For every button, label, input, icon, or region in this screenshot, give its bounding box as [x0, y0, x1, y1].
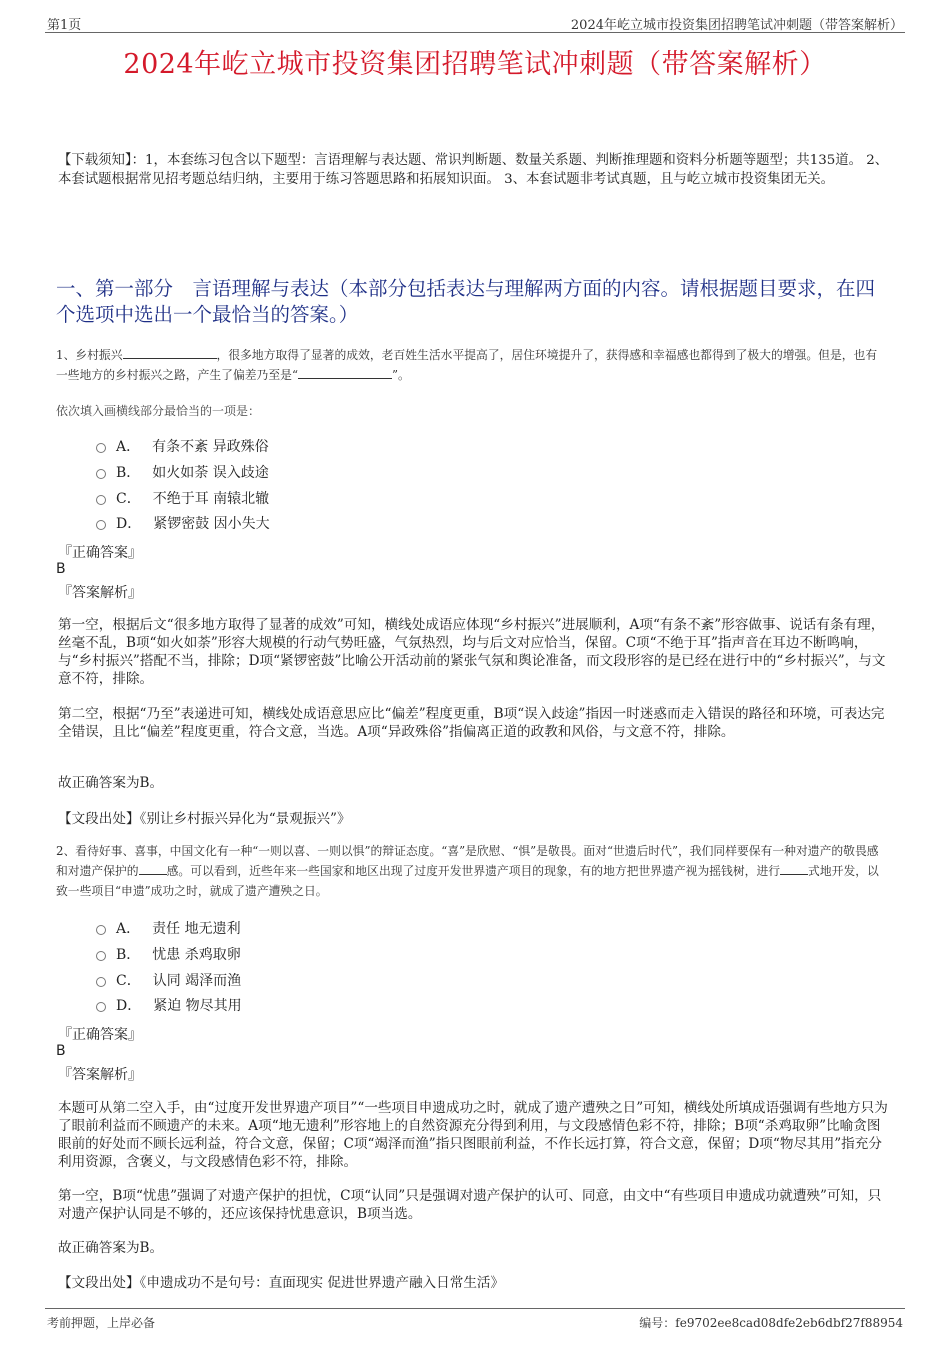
q1-analysis-paragraph-1: 第一空，根据后文“很多地方取得了显著的成效”可知，横线处成语应体现“乡村振兴”进展顺利，A项“有条不紊”形容做事、说话有条有理，丝毫不乱，B项“如火如荼”形容大规模的行动气势旺盛，气氛热烈，均与后文对应恰当，保留。C项“不绝于耳”指声音在耳边不断鸣响，与“乡村振兴”搭配不当，排除；D项“紧锣密鼓”比喻公开活动前的紧张气氛和舆论准备，而文段形容的是已经在进行中的“乡村振兴”，与文意不符，排除。 — [58, 617, 886, 687]
q2-correct-answer-label: 『正确答案』 — [58, 1027, 142, 1043]
option-text: 责任 地无遗利 — [152, 921, 241, 937]
q2-text-part-c: 式地开发，以致一些项目“申遗”成功之时，就成了遗产遭殃之日。 — [56, 864, 879, 898]
document-title: 2024年屹立城市投资集团招聘笔试冲刺题（带答案解析） — [123, 49, 827, 80]
question-2-stem — [56, 841, 888, 901]
q1-analysis-paragraph-2: 第二空，根据“乃至”表递进可知，横线处成语意思应比“偏差”程度更重，B项“误入歧途”指因一时迷惑而走入错误的路径和环境，可表达完全错误，且比“偏差”程度更重，符合文意，当选。A项“异政殊俗”指偏离正道的政教和风俗，与文意不符，排除。 — [58, 706, 885, 740]
option-text: 认同 竭泽而渔 — [152, 973, 242, 989]
option-letter: A． — [116, 921, 141, 937]
option-letter: B． — [116, 947, 141, 963]
q1-answer: B — [56, 561, 66, 577]
q2-blank-2 — [780, 863, 808, 875]
question-1-stem — [56, 345, 888, 385]
option-letter: B． — [116, 465, 141, 481]
radio-icon[interactable] — [96, 495, 106, 505]
q1-option-d[interactable] — [96, 513, 270, 533]
option-letter: C． — [116, 973, 141, 989]
radio-icon[interactable] — [96, 443, 106, 453]
option-text: 忧患 杀鸡取卵 — [152, 947, 241, 963]
footer-slogan: 考前押题，上岸必备 — [47, 1316, 156, 1330]
q1-option-b[interactable] — [96, 462, 269, 482]
radio-icon[interactable] — [96, 925, 106, 935]
option-letter: D． — [116, 516, 142, 532]
q2-analysis-label: 『答案解析』 — [58, 1067, 142, 1083]
q1-option-c[interactable] — [96, 488, 269, 508]
option-text: 紧锣密鼓 因小失大 — [153, 516, 270, 532]
q1-prompt: 依次填入画横线部分最恰当的一项是： — [56, 404, 261, 418]
radio-icon[interactable] — [96, 977, 106, 987]
q1-text-part-a: 1、乡村振兴 — [56, 348, 123, 362]
radio-icon[interactable] — [96, 469, 106, 479]
q2-source: 【文段出处】《申遗成功不是句号：直面现实 促进世界遗产融入日常生活》 — [58, 1275, 505, 1291]
q2-option-b[interactable] — [96, 944, 241, 964]
download-notice: 【下载须知】：1，本套练习包含以下题型：言语理解与表达题、常识判断题、数量关系题、判断推理题和资料分析题等题型；共135道。 2、本套试题根据常见招考题总结归纳，主要用于练习答题思路和拓展知识面。 3、本套试题非考试真题，且与屹立城市投资集团无关。 — [58, 153, 889, 187]
q2-text-part-a: 2、看待好事、喜事，中国文化有一种“一则以喜、一则以惧”的辩证态度。“喜”是欣慰、“惧”是敬畏。面对“世遗后时代”，我们同样要保有一种对遗产的敬畏感和对遗产保护的 — [56, 844, 879, 878]
page-number: 第1页 — [47, 18, 82, 33]
option-text: 紧迫 物尽其用 — [153, 998, 242, 1014]
option-text: 不绝于耳 南辕北辙 — [152, 491, 270, 507]
option-text: 如火如荼 误入歧途 — [152, 465, 269, 481]
option-text: 有条不紊 异政殊俗 — [152, 439, 269, 455]
q2-text-part-b: 感。可以看到，近些年来一些国家和地区出现了过度开发世界遗产项目的现象，有的地方把世界遗产视为摇钱树，进行 — [166, 864, 781, 878]
q1-text-part-b: ，很多地方取得了显著的成效，老百姓生活水平提高了，居住环境提升了，获得感和幸福感也都得到了极大的增强。但是，也有一些地方的乡村振兴之路，产生了偏差乃至是“ — [56, 348, 878, 382]
q1-option-a[interactable] — [96, 436, 269, 456]
running-header-title: 2024年屹立城市投资集团招聘笔试冲刺题（带答案解析） — [570, 18, 903, 33]
q2-analysis-paragraph-1: 本题可从第二空入手，由“过度开发世界遗产项目”“一些项目申遗成功之时，就成了遗产遭殃之日”可知，横线处所填成语强调有些地方只为了眼前利益而不顾遗产的未来。A项“地无遗利”形容地上的自然资源充分得到利用，与文段感情色彩不符，排除；B项“杀鸡取卵”比喻贪图眼前的好处而不顾长远利益，符合文意，保留；C项“竭泽而渔”指只图眼前利益，不作长远打算，符合文意，保留；D项“物尽其用”指充分利用资源，含褒义，与文段感情色彩不符，排除。 — [58, 1100, 888, 1170]
radio-icon[interactable] — [96, 520, 106, 530]
q2-option-c[interactable] — [96, 970, 241, 990]
section-heading: 一、第一部分 言语理解与表达（本部分包括表达与理解两方面的内容。请根据题目要求，在四个选项中选出一个最恰当的答案。） — [56, 277, 876, 326]
header-divider — [45, 32, 905, 33]
q2-answer: B — [56, 1043, 66, 1059]
radio-icon[interactable] — [96, 951, 106, 961]
q2-analysis-paragraph-2: 第一空，B项“忧患”强调了对遗产保护的担忧，C项“认同”只是强调对遗产保护的认可、同意，由文中“有些项目申遗成功就遭殃”可知，只对遗产保护认同是不够的，还应该保持忧患意识，B项当选。 — [58, 1188, 882, 1222]
footer-doc-id: 编号：fe9702ee8cad08dfe2eb6dbf27f88954 — [639, 1316, 903, 1330]
q2-option-d[interactable] — [96, 995, 242, 1015]
option-letter: D． — [116, 998, 142, 1014]
q1-analysis-label: 『答案解析』 — [58, 585, 142, 601]
q1-blank-2 — [298, 367, 392, 379]
q1-source: 【文段出处】《别让乡村振兴异化为“景观振兴”》 — [58, 811, 351, 827]
q1-blank-1 — [123, 347, 217, 359]
radio-icon[interactable] — [96, 1002, 106, 1012]
q2-conclusion: 故正确答案为B。 — [58, 1240, 164, 1256]
q2-blank-1 — [139, 863, 167, 875]
option-letter: A． — [116, 439, 141, 455]
q2-option-a[interactable] — [96, 918, 241, 938]
footer-divider — [45, 1308, 905, 1309]
q1-correct-answer-label: 『正确答案』 — [58, 545, 142, 561]
q1-conclusion: 故正确答案为B。 — [58, 775, 164, 791]
q1-text-part-c: ”。 — [391, 368, 410, 382]
option-letter: C． — [116, 491, 141, 507]
